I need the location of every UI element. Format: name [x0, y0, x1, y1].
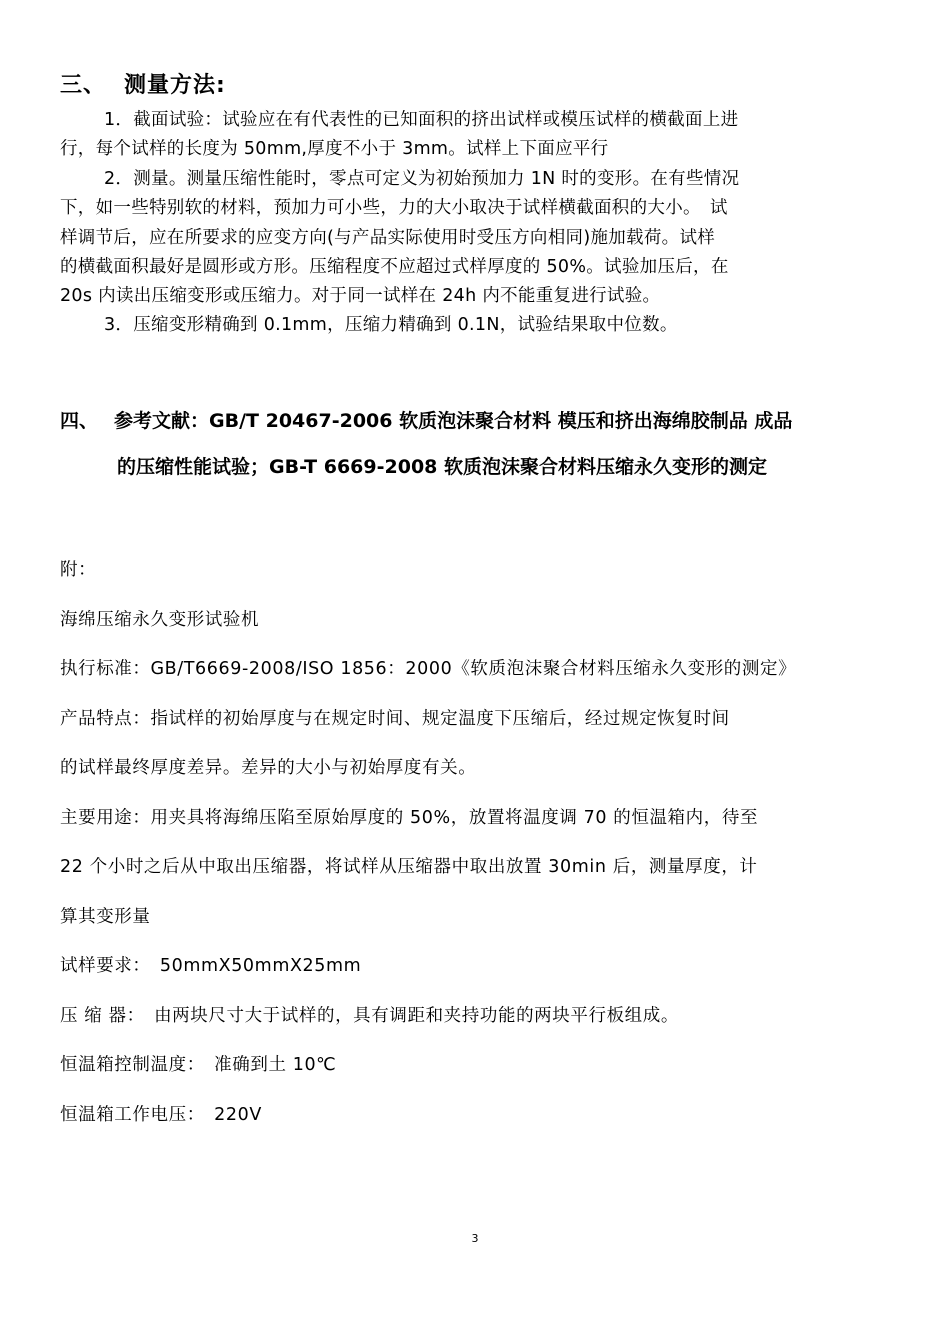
paragraph-line: 2．测量。测量压缩性能时，零点可定义为初始预加力 1N 时的变形。在有些情况	[104, 169, 740, 189]
appendix-temperature-control: 恒温箱控制温度： 准确到土 10℃	[60, 1055, 337, 1075]
references-line-1: 参考文献：GB/T 20467-2006 软质泡沫聚合材料 模压和挤出海绵胶制品 成品	[114, 410, 793, 432]
appendix-usage-cont: 22 个小时之后从中取出压缩器，将试样从压缩器中取出放置 30min 后，测量厚度，计	[60, 857, 758, 877]
appendix-features: 产品特点：指试样的初始厚度与在规定时间、规定温度下压缩后，经过规定恢复时间	[60, 708, 730, 729]
appendix-standard: 执行标准：GB/T6669-2008/ISO 1856：2000《软质泡沫聚合材料压缩永久变形的测定》	[60, 659, 797, 679]
appendix-voltage: 恒温箱工作电压： 220V	[60, 1104, 262, 1125]
appendix-label: 附：	[60, 560, 97, 580]
section-3-item-1	[60, 106, 892, 165]
page-number: 3	[471, 1232, 479, 1245]
paragraph-line: 样调节后，应在所要求的应变方向(与产品实际使用时受压方向相同)施加载荷。试样	[60, 227, 716, 248]
section-4-number: 四、	[60, 410, 99, 432]
section-3-number: 三、	[60, 73, 107, 98]
appendix	[60, 546, 910, 1140]
appendix-compressor: 压 缩 器： 由两块尺寸大于试样的，具有调距和夹持功能的两块平行板组成。	[60, 1005, 679, 1026]
section-3-item-3	[60, 311, 892, 340]
paragraph-line: 20s 内读出压缩变形或压缩力。对于同一试样在 24h 内不能重复进行试验。	[60, 286, 661, 307]
paragraph-line: 3．压缩变形精确到 0.1mm，压缩力精确到 0.1N，试验结果取中位数。	[104, 315, 678, 335]
paragraph-line: 下，如一些特别软的材料，预加力可小些，力的大小取决于试样横截面积的大小。 试	[60, 198, 728, 219]
paragraph-line: 的横截面积最好是圆形或方形。压缩程度不应超过式样厚度的 50%。试验加压后，在	[60, 256, 729, 277]
appendix-features-cont: 的试样最终厚度差异。差异的大小与初始厚度有关。	[60, 758, 477, 778]
section-3-item-2	[60, 165, 892, 311]
appendix-usage-cont-2: 算其变形量	[60, 906, 151, 927]
references-line-2: 的压缩性能试验；GB-T 6669-2008 软质泡沫聚合材料压缩永久变形的测定	[117, 456, 768, 478]
section-3-title: 测量方法:	[124, 73, 226, 98]
paragraph-line: 行，每个试样的长度为 50mm,厚度不小于 3mm。试样上下面应平行	[60, 139, 609, 160]
section-4-line-1	[60, 398, 900, 444]
appendix-title: 海绵压缩永久变形试验机	[60, 609, 260, 630]
appendix-sample-requirement: 试样要求： 50mmX50mmX25mm	[60, 956, 362, 976]
paragraph-line: 1．截面试验：试验应在有代表性的已知面积的挤出试样或模压试样的横截面上进	[104, 110, 739, 130]
appendix-usage: 主要用途：用夹具将海绵压陷至原始厚度的 50%，放置将温度调 70 的恒温箱内，待至	[60, 807, 759, 828]
section-4-heading	[60, 398, 900, 490]
section-3-heading	[60, 68, 226, 99]
